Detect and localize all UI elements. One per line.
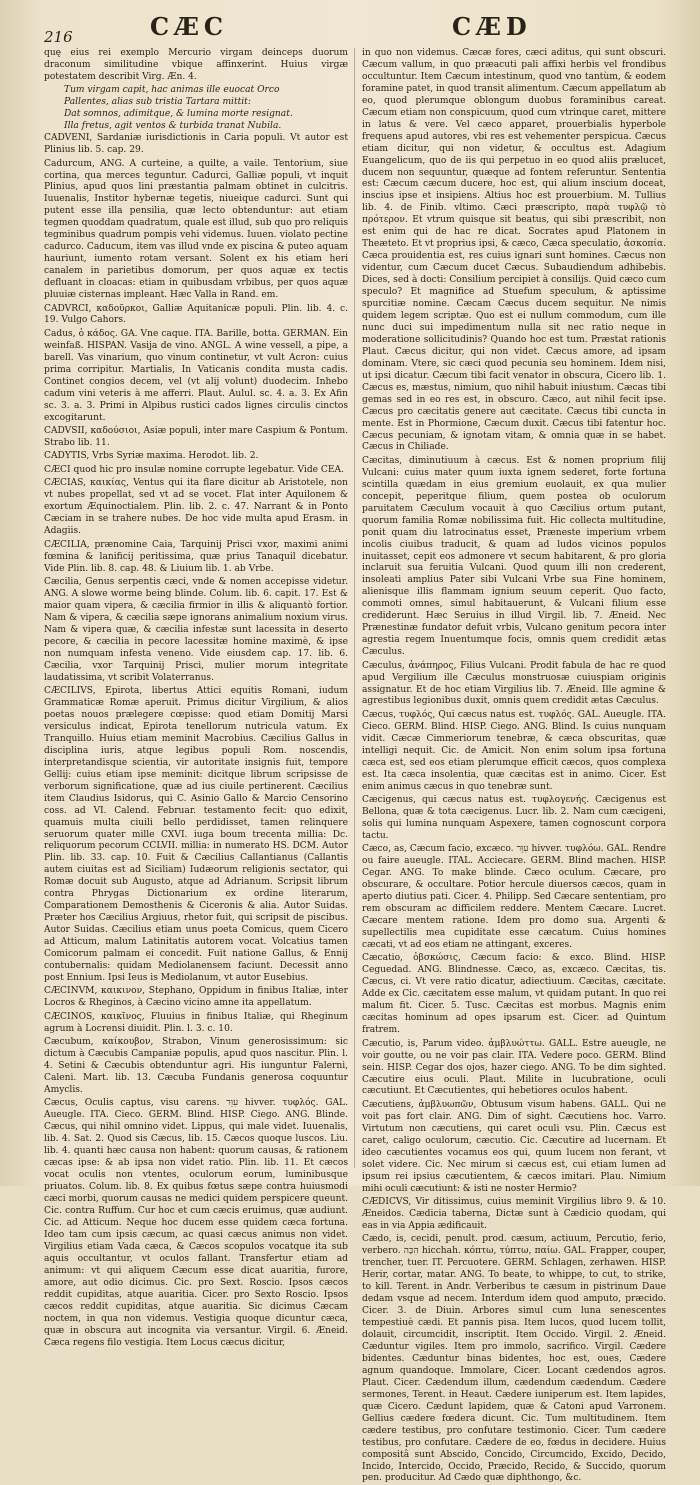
dictionary-entry: CÆCI quod hic pro insulæ nomine corrupte legebatur. Vide CEA. <box>44 464 344 475</box>
dictionary-entry: in quo non videmus. Cæcæ fores, cæci aditus, qui sunt obscuri. Cæcum vallum, in quo præacuti pali affixi herbis vel frondibus occultuntur. Item Cæcum intestinum, quod vno tantùm, & eodem foramine patet, in quod transit alimentum. Cæcum appellatum ab eo, quod plerumque oblongum duobus foraminibus careat. Cæcum etiam non conspicuum, quod cum vtrinque caret, mittere in latus & vere. Vel cæco apparet, prouerbialis hyperbole frequens apud autores, vbi res est vehementer perspicua. Cæcus etiam dicitur, qui non videtur, & occultus est. Adagium Euangelicum, quo de iis qui perpetuo in eo quod aliis prælucet, ducem non sequuntur, quæque ad fontem referuntur. Sententia est: Cæcum cæcum ducere, hoc est, qui alium inscium doceat, inscius ipse et insipiens. Altius hoc est prouerbium. M. Tullius lib. 4. de Finib. vltimo. Cæci præscripto, παρὰ τυφλῷ τὸ πρότερον. Et vtrum quisque sit beatus, qui sibi præscribit, non est enim qui de hac re dicat. Socrates apud Platonem in Theæteto. Et vt proprius ipsi, & cæco, Cæca speculatio, ἀσκοπία. Cæca prouidentia est, res cuius ignari sunt homines. Cæcus non videntur, cum Cæcum ducet Cæcus. Subaudiendum adhibebis. Dices, sed à docti: Consilium percipiet à consilijs. Quid cæco cum speculo? Et magnifice ad Stuefum speculum, & aptissime spurcitiæ nomine. Cæcam Cæcus ducem sequitur. Ne nimis quidem legem scriptæ. Quo est ei nullum commodum, cum ille nunc duci sui impedimentum nulla sit nec ratio neque in moderatione sollicitudinis? Quando hoc est tum. Præstat rationis Plaut. Cæcus dicitur, qui non videt. Cæcus amore, ad ipsam dominam. Vtere, sic cæci quod pecunia seu hominem. Idem nisi, ut ipsi dicatur. Cæcum tibi facit venator in obscura, Cicero lib. 1. Cæcus es, mæstus, nimium, quo nihil habuit iniustum. Cæcas tibi gemas sed in eo res est, in obscuro. Cæco, aut nihil fecit ipse. Cæcus pro cæcitatis genere aut cæcitate. Cæcus tibi cuncta in mente. Est in Phormione, Cæcum duxit. Cæcus tibi fatentur hoc. Cæcus pecuniam, & ignotam vitam, & omnia quæ in se habet. Cæcus in Chiliade. <box>362 48 666 453</box>
dictionary-entry: CÆCINVM, καικινον, Stephano, Oppidum in finibus Italiæ, inter Locros & Rheginos, à Cæcino vicino amne ita appellatum. <box>44 986 348 1009</box>
verse-quote <box>44 85 348 133</box>
dictionary-entry: Cæcatio, ὀβσκώσις, Cæcum facio: & exco. Blind. HISP. Ceguedad. ANG. Blindnesse. Cæco, as, excæco. Cæcitas, tis. Cæcus, ci. Vt vere ratio dicatur, adiectiuum. Cæcitas, cæcitate. Adde ex Cic. cæcitatem esse malum, vt quidam putant. In quo rei malum fit. Cicer. 5. Tusc. Cæcitas est morbus. Magnis enim cæcitas hominum ad opes ipsarum est. Cicer. ad Quintum fratrem. <box>362 953 666 1036</box>
guide-word-left: CÆC <box>150 12 229 41</box>
dictionary-entry: Cæcus, τυφλός, Qui cæcus natus est. τυφλός. GAL. Aueugle. ITA. Cieco. GERM. Blind. HISP. Ciego. ANG. Blind. Is cuius nunquam vidit. Cæcæ Cimmeriorum tenebræ, & cæca obscuritas, quæ intelligi nequit. Cic. de Amicit. Non enim solum ipsa fortuna cæca est, sed eos etiam plerumque efficit cæcos, quos complexa est. Ita cæca insolentia, quæ cæcitas est in animo. Cicer. Est enim animus cæcus in quo tenebræ sunt. <box>362 709 666 792</box>
column-intro: quę eius rei exemplo Mercurio virgam deinceps duorum draconum similitudine vbique affinxerint. Huius virgæ potestatem describit Virg. Æn. 4. <box>44 48 348 82</box>
verse-line: Illa fretus, agit ventos & turbida tranat Nubila. <box>64 121 282 132</box>
dictionary-entry: Cæcigenus, qui cæcus natus est. τυφλογενής. Cæcigenus est Bellona, quæ & tota cæcigenus. Lucr. lib. 2. Nam cum cæcigeni, solis qui lumina nunquam Aspexere, tamen cognoscunt corpora tactu. <box>362 795 666 841</box>
dictionary-entry: Cæcutiens, ἀμβλυωπῶν, Obtusum visum habens. GALL. Qui ne voit pas fort clair. ANG. Dim of sight. Cæcutiens hoc. Varro. Virtutum non cæcutiens, qui caret oculi vsu. Plin. Cæcus est caret, caligo oculorum, cæcutio. Cic. Cæcutire ad lucernam. Et ideo cæcutientes vocamus eos qui, quum lucem non ferant, vt solet videre. Cic. Nec mirum si cæcus est, cui etiam lumen ad ipsum rei ipsius cæcutientem, & cæcos imitari. Plau. Nimium mihi oculi cæcutiunt: & isti ne noster Hermio? <box>362 1099 666 1194</box>
dictionary-entry: Cæcubum, καίκουβον, Strabon, Vinum generosissimum: sic dictum à Cæcubis Campaniæ populis, apud quos nascitur. Plin. l. 4. Setini & Cæcubis obtenduntur agri. His iunguntur Falerni, Caleni. Mart. lib. 13. Cæcuba Fundanis generosa coquuntur Amyclis. <box>44 1037 348 1096</box>
verse-line: Dat somnos, adimitque, & lumina morte resignat. <box>64 109 293 120</box>
dictionary-entry: Cæcilia, Genus serpentis cæci, vnde & nomen accepisse videtur. ANG. A slowe worme being blinde. Colum. lib. 6. capit. 17. Est & maior quam vipera, & cæcilia firmior in illis & aliquantò fortior. Nam & vipera, & cæcilia sæpe ignorans animalium noxium virus. Nam & vipera quæ, & cæcilia infestæ sunt lacessita in deserto pecore, & cæcilia in pecore lacessitæ homine maximè, & ipse non numquam infesta veneno. Vide eiusdem cap. 17. lib. 6. Cæcilia, vxor Tarquinij Prisci, mulier morum integritate laudatissima, vt scribit Volaterranus. <box>44 576 348 683</box>
guide-word-right: CÆD <box>452 12 532 41</box>
dictionary-entry: CÆCINOS, καικῖνος, Fluuius in finibus Italiæ, qui Rheginum agrum à Locrensi diuidit. Plin. l. 3. c. 10. <box>44 1011 348 1034</box>
dictionary-entry: CADVSII, καδούσιοι, Asiæ populi, inter mare Caspium & Pontum. Strabo lib. 11. <box>44 426 348 448</box>
verse-line: Pallentes, alias sub tristia Tartara mittit: <box>64 97 251 108</box>
dictionary-entry: CÆDICVS, Vir ditissimus, cuius meminit Virgilius libro 9. & 10. Æneidos. Cædicia taberna, Dictæ sunt à Cædicio quodam, qui eas in via Appia ædificauit. <box>362 1197 666 1231</box>
dictionary-entry: Cadurcum, ANG. A curteine, a quilte, a vaile. Tentorium, siue cortina, qua merces teguntur. Cadurci, Galliæ populi, vt inquit Plinius, apud quos lini præstantia palmam obtinet in culcitris. Iuuenalis, Institor hybernæ tegetis, niueique cadurci. Sunt qui putent esse illa pensilia, quæ lecto obtenduntur: aut etiam tegmen quoddam quadratum, quale est illud, sub quo pro reliquis tegminibus quadrum pompis vehi videmus. Iuuen. violato pectine cadurco. Caducum, item vas illud vnde ex piscina & puteo aquam hauriunt, iumento rotam versant. Solent ex his etiam heri canalem in parietibus domorum, per quos aquæ ex tectis defluant in cloacas: etiam in quibusdam vrbibus, per quos aquæ pluuiæ cisternas impleant. Hæc Valla in Rand. em. <box>44 158 348 301</box>
page-number: 216 <box>44 28 73 46</box>
dictionary-entry: Cæcus, Oculis captus, visu carens. עִוֵּר hivver. τυφλός. GAL. Aueugle. ITA. Cieco. GERM. Blind. HISP. Ciego. ANG. Blinde. Cæcus, qui nihil omnino videt. Lippus, qui male videt. Iuuenalis, lib. 4. Sat. 2. Quod sis Cæcus, lib. 15. Cæcos quoque luscos. Liu. lib. 4. quanti hæc causa non habent: quorum causas, & rationem cæcas ipse: & ab ipsa non videt ratio. Plin. lib. 11. Et cæcos vocat oculis non vtentes, oculorum eorum, luminibusque priuatos. Colum. lib. 8. Ex quibus fœtus sæpe contra huiusmodi cæci morbi, quorum causas ne medici quidem perspicere queunt. Cic. contra Ruffum. Cur hoc et cum cæcis eruimus, quæ audiunt. Cic. ad Atticum. Neque hoc ducem esse quidem cæca fortuna. Ideo tam cum ipsis cæcum, ac quasi cæcus animus non videt. Virgilius etiam Vada cæca, & Cæcos scopulos vocatque ita sub aquis occultantur, vt oculos fallant. Transfertur etiam ad animum: vt qui aliquem Cæcum esse dicat auaritia, furore, amore, aut odio dicimus. Cic. pro Sext. Roscio. Ipsos cæcos reddit cupiditas, atque auaritia. Cicer. pro Sexto Roscio. Ipsos cæcos reddit cupiditas, atque auaritia. Sic dicimus Cæcam noctem, in qua non videmus. Vestigia quoque dicuntur cæca, quæ in obscura aut incognita via versantur. Virgil. 6. Æneid. Cæca regens filo vestigia. Item Locus cæcus dicitur, <box>44 1098 348 1348</box>
dictionary-entry: Cæco, as, Cæcum facio, excæco. עִוֵּר hivver. τυφλόω. GAL. Rendre ou faire aueugle. ITAL. Acciecare. GERM. Blind machen. HISP. Cegar. ANG. To make blinde. Cæco oculum. Cæcare, pro obscurare, & occultare. Potior hercule diuersos cæcos, quam in aperto diutius pati. Cicer. 4. Philipp. Sed Cæcare sententiam, pro rem obscuram ac difficilem reddere. Mentem Cæcare. Lucret. Cæcare mentem ratione. Idem pro domo sua. Argenti & supellectilis mea cupiditate esse cæcatum. Cuius homines cæcati, vt ad eos etiam ne attingant, exceres. <box>362 844 666 951</box>
dictionary-entry: Cæcutio, is, Parum video. ἀμβλυώττω. GALL. Estre aueugle, ne voir goutte, ou ne voir pas clair. ITA. Vedere poco. GERM. Blind sein. HISP. Cegar dos ojos, hazer ciego. ANG. To be dim sighted. Cæcutire eius oculi. Plaut. Milite in lucubratione, oculi cæcutiunt. Et Cæcutientes, qui hebetiores oculos habent. <box>362 1038 666 1097</box>
dictionary-entry: CÆCILIVS, Epirota, libertus Attici equitis Romani, iudum Grammaticæ Romæ aperuit. Primus dicitur Virgilium, & alios poetas nouos prælegere cœpisse: quod etiam Domitij Marsi versiculus indicat, Epirota tenellorum nutricula vatum. Ex Tranquillo. Huius etiam meminit Macrobius. Cæcilius Gallus in disciplina iuris, atque legibus populi Rom. noscendis, interpretandisque scientia, vir autoritate insignis fuit, tempore Gellij: cuius etiam ipse meminit: dicitque librum scripsisse de verborum significatione, quæ ad ius ciuile pertinerent. Cæcilius item Claudius Isidorus, qui C. Asinio Gallo & Marcio Censorino coss. ad VI. Calend. Februar. testamento fecit: quo edixit, quamuis multa ciuili bello perdidisset, tamen relinquere seruorum quater mille CXVI. iuga boum trecenta millia: Dc. reliquorum pecorum CCLVII. millia: in numerato HS. DCM. Autor Plin. lib. 33. cap. 10. Fuit & Cæcilius Callantianus (Callantis autem ciuitas est ad Siciliam) Iudæorum religionis sectator, qui Romæ docuit sub Augusto, atque ad Adrianum. Scripsit librum contra Phrygas Dictionarium ex ordine literarum, Comparationem Demosthenis & Ciceronis & alia. Autor Suidas. Præter hos Cæcilius Argiuus, rhetor fuit, qui scripsit de piscibus. Autor Suidas. Cæcilius etiam unus poeta Comicus, quem Cicero ad Atticum, malum Latinitatis autorem vocat. Volcatius tamen Comicorum palmam ei concedit. Fuit natione Gallus, & Ennij contubernalis: quidam Mediolanensem faciunt. Decessit anno post Ennium. Ipsi Ieus is Mediolanum, vt autor Eusebius. <box>44 686 348 983</box>
dictionary-entry: Cædo, is, cecidi, penult. prod. cæsum, actiuum, Percutio, ferio, verbero. הִכָּה hicchah. κόπτω, τύπτω, παίω. GAL. Frapper, couper, trencher, tuer. IT. Percuotere. GERM. Schlagen, zerhawen. HISP. Herir, cortar, matar. ANG. To beate, to whippe, to cut, to strike, to kill. Terent. in Andr. Verberibus te cæsum in pistrinum Daue dedam vsque ad necem. Interdum idem quod amputo, præcido. Cicer. 3. de Diuin. Arbores simul cum luna senescentes tempestiuè cædi. Et pannis pisa. Item lucos, quod lucem tollit, dolauit, circumcidit, inscriptit. Item Occido. Virgil. 2. Æneid. Cæduntur vigiles. Item pro immolo, sacrifico. Virgil. Cædere bidentes. Cæduntur binas bidentes, hoc est, oues, Cædere agnum quandoque. Immolare, Cicer. Locant cædendos agros. Plaut. Cicer. Cædendum illum, cædendum cædendum. Cædere sermones, Terent. in Heaut. Cædere iuniperum est. Item lapides, quæ Cicero. Cædunt lapidem, quæ & Catoni apud Varronem. Gellius cædere fœdera dicunt. Cic. Tum multitudinem. Item cædere testibus, pro confutare testimonio. Cicer. Tum cædere testibus, pro confutare. Cædere de eo, fœdus in decidere. Huius compositâ sunt Abscido, Concido, Circumcido, Excido, Decido, Incido, Intercido, Occido, Præcido, Recido, & Succido, quorum pen. producitur. Ad Cædo quæ diphthongo, &c. <box>362 1234 667 1484</box>
dictionary-entry: Cæcitas, diminutiuum à cæcus. Est & nomen proprium filij Vulcani: cuius mater quum iuxta ignem sederet, forte fortuna scintilla quædam in eius gremium euolauit, ex qua mulier concepit, peperitque filium, quem postea ob oculorum paruitatem Cæculum vocauit à quo Cæcilius ortum putant, quorum familia Romæ nobilissima fuit. Hic collecta multitudine, ponit quam diu latrocinatus esset, Præneste imperium vrbem incolis ciuibus traducit, & quam ad ludos vicinos populos inuitasset, cepit eos admonere vt secum habitarent, & pro gloria inclaruit sua feruitia Vulcani. Quod quum illi non crederent, insoleati amplius Pater sibi Vulcani Vrbe sua Fine hominem, alienisque illis flammam ignium seuum ceperit. Quo facto, commoti omnes, simul habitauerunt, & Vulcani filium esse crediderunt. Hæc Seruius in illud Virgil. lib. 7. Æneid. Nec Prænestinæ fundator defuit vrbis, Vulcano genitum pecora inter agrestia regem Inuentumque focis, omnis quem credidit ætas Cæculus. <box>362 455 666 658</box>
dictionary-entry: CÆCILIA, prænomine Caia, Tarquinij Prisci vxor, maximi animi fœmina & lanificij peritissima, quæ prius Tanaquil dicebatur. Vide Plin. lib. 8. cap. 48. & Liuium lib. 1. ab Vrbe. <box>44 539 348 574</box>
dictionary-entry: CÆCIAS, καικίας, Ventus qui ita flare dicitur ab Aristotele, non vt nubes propellat, sed vt ad se vocet. Flat inter Aquilonem & exortum Æquinoctialem. Plin. lib. 2. c. 47. Narrant & in Ponto Cæciam in se trahere nubes. De hoc vide multa apud Erasm. in Adagiis. <box>44 478 348 537</box>
dictionary-entry: CADVENI, Sardaniæ iurisdictionis in Caria populi. Vt autor est Plinius lib. 5. cap. 29. <box>44 133 348 156</box>
dictionary-entry: Cadus, ὁ κάδος. GA. Vne caque. ITA. Barille, botta. GERMAN. Ein weinfaß. HISPAN. Vasija de vino. ANGL. A wine vessell, a pipe, a barell. Vas vinarium, quo vinum continetur, vt vult Acron: cuius prima corripitur. Martialis, In Vaticanis condita musta cadis. Continet congios decem, vel (vt alij volunt) duodecim. Inhebo cadum vini veteris à me afferri. Plaut. Aulul. sc. 4. a. 3. Ex Afin sc. 3. a. 3. Primi in Alpibus rustici cados lignes circulis cinctos excogitarunt. <box>44 328 348 423</box>
running-header <box>0 6 700 46</box>
right-column <box>362 48 667 1484</box>
verse-line: Tum virgam capit, hac animas ille euocat Orco <box>64 85 280 96</box>
dictionary-entry: CADVRCI, καδοῦρκοι, Galliæ Aquitanicæ populi. Plin. lib. 4. c. 19. Vulgo Cahors. <box>44 303 348 326</box>
dictionary-entry: Cæculus, ἀνάπηρος, Filius Vulcani. Prodit fabula de hac re quod apud Vergilium ille Cæculus monstruosæ cuiuspiam originis assignatur. Et de hoc etiam Virgilius lib. 7. Æneid. Ille agmine & agrestibus legionibus duxit, omnis quem credidit ætas Cæculus. <box>362 660 666 707</box>
dictionary-entry: CADYTIS, Vrbs Syriæ maxima. Herodot. lib. 2. <box>44 451 259 462</box>
left-column <box>44 48 348 1348</box>
column-rule <box>354 48 355 1168</box>
